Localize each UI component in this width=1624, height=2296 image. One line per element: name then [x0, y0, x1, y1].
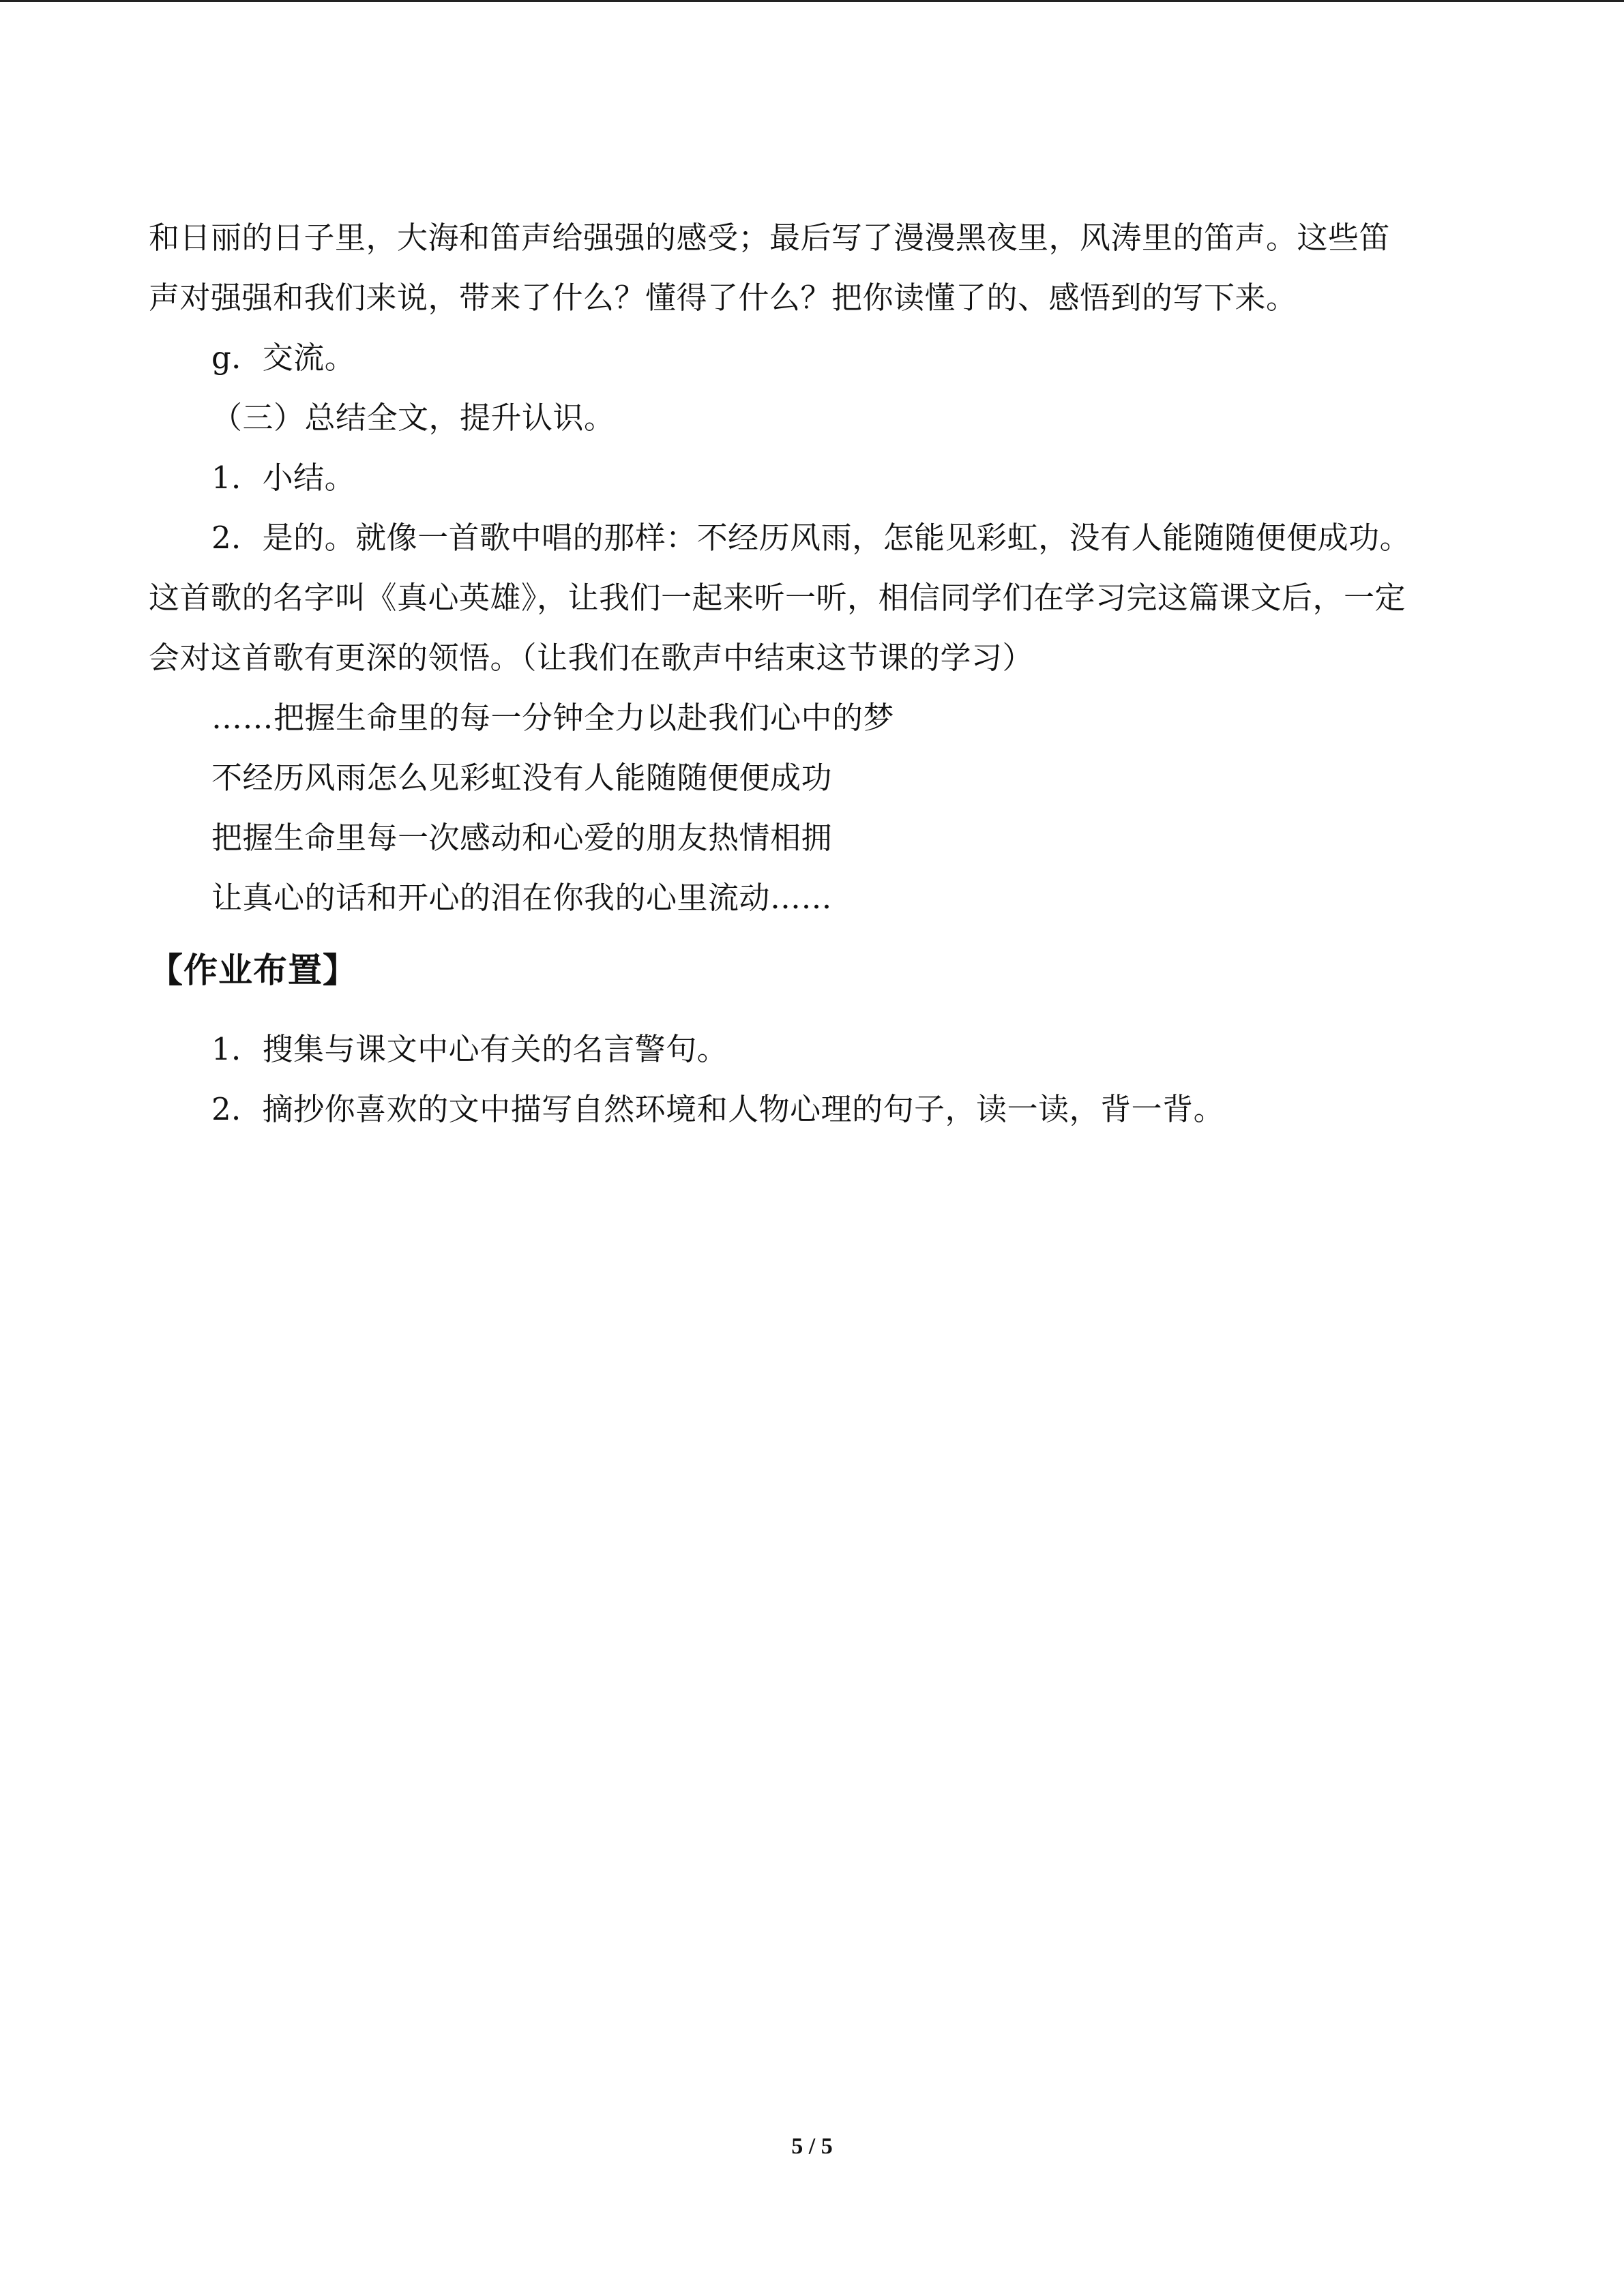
summary-item-2: 2．是的。就像一首歌中唱的那样：不经历风雨，怎能见彩虹，没有人能随随便便成功。	[211, 520, 1411, 556]
step-g-exchange: g．交流。	[211, 340, 356, 376]
homework-item-2: 2．摘抄你喜欢的文中描写自然环境和人物心理的句子，读一读，背一背。	[211, 1091, 1225, 1127]
homework-heading: 【作业布置】	[149, 951, 357, 990]
paragraph-line: 声对强强和我们来说，带来了什么？懂得了什么？把你读懂了的、感悟到的写下来。	[149, 280, 1297, 316]
lyric-line: 让真心的话和开心的泪在你我的心里流动……	[211, 880, 833, 916]
document-body	[149, 208, 1479, 1139]
paragraph-line: 和日丽的日子里，大海和笛声给强强的感受；最后写了漫漫黑夜里，风涛里的笛声。这些笛	[149, 220, 1391, 256]
paragraph-line: 这首歌的名字叫《真心英雄》，让我们一起来听一听，相信同学们在学习完这篇课文后，一定	[149, 580, 1406, 616]
lyric-line: 不经历风雨怎么见彩虹没有人能随随便便成功	[211, 760, 833, 796]
page-number: 5 / 5	[791, 2134, 833, 2159]
section-three-title: （三）总结全文，提升认识。	[211, 400, 615, 436]
top-border-line	[0, 0, 1624, 2]
paragraph-line: 会对这首歌有更深的领悟。（让我们在歌声中结束这节课的学习）	[149, 640, 1034, 676]
lyric-line: ……把握生命里的每一分钟全力以赴我们心中的梦	[211, 700, 895, 736]
lyric-line: 把握生命里每一次感动和心爱的朋友热情相拥	[211, 820, 833, 856]
summary-item-1: 1．小结。	[211, 460, 356, 496]
homework-item-1: 1．搜集与课文中心有关的名言警句。	[211, 1031, 728, 1067]
